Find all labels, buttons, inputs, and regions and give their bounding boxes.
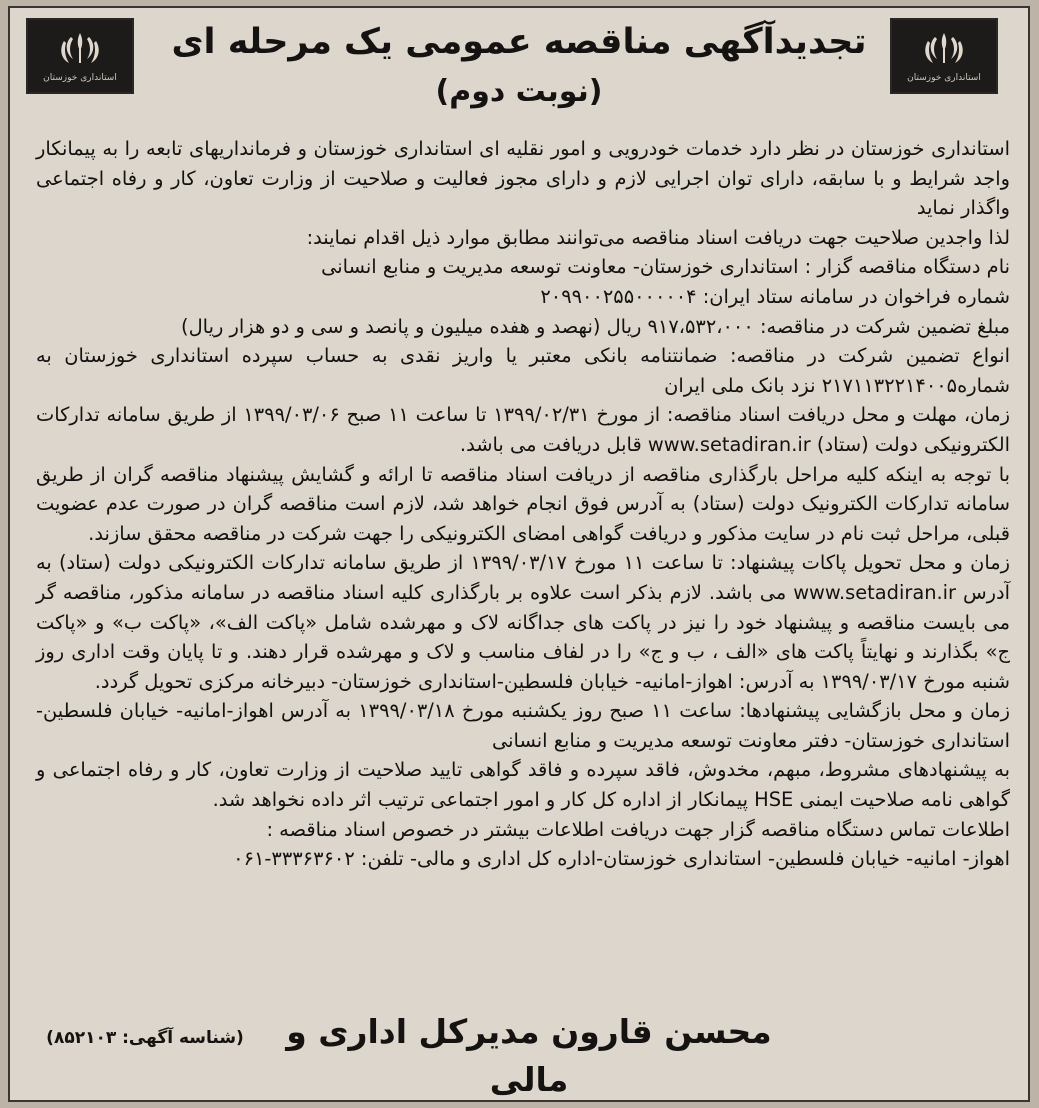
contact-address-line: اهواز- امانیه- خیابان فلسطین- استانداری خوزستان-اداره کل اداری و مالی- تلفن: ۳۳۳۶۳۶۰۲-۰۶۱ — [233, 847, 1010, 871]
delivery-suffix: می باشد. لازم بذکر است علاوه بر بارگذاری کلیه اسناد مناقصه در سامانه مذکور، مناقصه گر می بایست مناقصه و پیشنهاد خود را نیز در پاکت های جداگانه لاک و مهرشده شامل «پاکت الف»، «پاکت ب» و «پاکت ج» بگذارند و نهایتاً پاکت های «الف ، ب و ج» را در لفاف مناسب و لاک و مهرشده قرار دهند. و تا پایان وقت اداری روز شنبه مورخ ۱۳۹۹/۰۳/۱۷ به آدرس: اهواز-امانیه- خیابان فلسطین-استانداری خوزستان- دبیرخانه مرکزی تحویل گردد. — [36, 580, 1010, 693]
iran-emblem-icon — [57, 29, 103, 69]
rejection-hse: HSE — [754, 788, 794, 812]
call-number-line: شماره فراخوان در سامانه ستاد ایران: ۲۰۹۹۰۰۲۵۵۰۰۰۰۰۴ — [540, 284, 1010, 308]
signature-line: محسن قارون مدیرکل اداری و مالی — [286, 1012, 772, 1099]
iran-emblem-icon — [921, 29, 967, 69]
note-paragraph: با توجه به اینکه کلیه مراحل بارگذاری مناقصه از دریافت اسناد مناقصه تا ارائه و گشایش پیشنهاد مناقصه گران از طریق سامانه تدارکات الکترونیک دولت (ستاد) به آدرس فوق انجام خواهد شد، لازم است مناقصه گران در صورت عدم عضویت قبلی، مراحل ثبت نام در سایت مذکور و دریافت گواهی امضای الکترونیکی را جهت شرکت در مناقصه محقق سازند. — [36, 462, 1010, 545]
logo-left — [26, 18, 134, 94]
notice-title: تجدیدآگهی مناقصه عمومی یک مرحله ای — [171, 22, 867, 62]
delivery-paragraph — [36, 548, 1010, 696]
newspaper-clipping — [8, 6, 1030, 1102]
logo-caption: استانداری خوزستان — [43, 73, 117, 83]
organizer-line: نام دستگاه مناقصه گزار : استانداری خوزستان- معاونت توسعه مدیریت و منابع انسانی — [321, 255, 1010, 279]
intro-paragraph: استانداری خوزستان در نظر دارد خدمات خودرویی و امور نقلیه ای استانداری خوزستان و فرمانداریهای تابعه را به پیمانکار واجد شرایط و با سابقه، دارای توان اجرایی لازم و دارای مجوز فعالیت و صلاحیت از وزارت تعاون، کار و رفاه اجتماعی واگذار نماید — [36, 137, 1010, 220]
invitation-line: لذا واجدین صلاحیت جهت دریافت اسناد مناقصه می‌توانند مطابق موارد ذیل اقدام نمایند: — [306, 225, 1010, 249]
rejection-text: به پیشنهادهای مشروط، مبهم، مخدوش، فاقد سپرده و فاقد گواهی تایید صلاحیت از وزارت تعاون، کار و رفاه اجتماعی و گواهی نامه صلاحیت ایمنی — [36, 758, 1010, 812]
delivery-text: زمان و محل تحویل پاکات پیشنهاد: تا ساعت ۱۱ مورخ ۱۳۹۹/۰۳/۱۷ از طریق سامانه تدارکات الکترونیکی دولت (ستاد) به آدرس — [36, 551, 1011, 604]
guarantee-amount-line: مبلغ تضمین شرکت در مناقصه: ۹۱۷،۵۳۲،۰۰۰ ریال (نهصد و هفده میلیون و پانصد و سی و دو هزار ریال) — [181, 314, 1010, 338]
receive-time-suffix: قابل دریافت می باشد. — [459, 432, 642, 456]
logo-caption: استانداری خوزستان — [907, 73, 981, 83]
notice-subtitle: (نوبت دوم) — [435, 74, 603, 109]
notice-body — [36, 134, 1010, 874]
contact-intro-line: اطلاعات تماس دستگاه مناقصه گزار جهت دریافت اطلاعات بیشتر در خصوص اسناد مناقصه : — [266, 817, 1010, 841]
receive-time-url: www.setadiran.ir — [647, 432, 811, 456]
guarantee-types-paragraph: انواع تضمین شرکت در مناقصه: ضمانتنامه بانکی معتبر یا واریز نقدی به حساب سپرده استانداری خوزستان به شماره۲۱۷۱۱۳۲۲۱۴۰۰۵ نزد بانک ملی ایران — [36, 344, 1010, 397]
opening-paragraph: زمان و محل بازگشایی پیشنهادها: ساعت ۱۱ صبح روز یکشنبه مورخ ۱۳۹۹/۰۳/۱۸ به آدرس اهواز-امانیه- خیابان فلسطین- استانداری خوزستان- دفتر معاونت توسعه مدیریت و منابع انسانی — [36, 699, 1010, 752]
ad-id: (شناسه آگهی: ۸۵۲۱۰۳) — [46, 1028, 244, 1048]
delivery-url: www.setadiran.ir — [793, 580, 957, 604]
rejection-suffix: پیمانکار از اداره کل کار و امور اجتماعی ترتیب اثر داده نخواهد شد. — [212, 788, 748, 812]
rejection-paragraph — [36, 755, 1010, 814]
notice-header — [10, 8, 1028, 128]
receive-time-text: زمان، مهلت و محل دریافت اسناد مناقصه: از مورخ ۱۳۹۹/۰۲/۳۱ تا ساعت ۱۱ صبح ۱۳۹۹/۰۳/۰۶ از طریق سامانه تدارکات الکترونیکی دولت (ستاد) — [36, 403, 1010, 456]
receive-time-paragraph — [36, 400, 1010, 459]
logo-right — [890, 18, 998, 94]
